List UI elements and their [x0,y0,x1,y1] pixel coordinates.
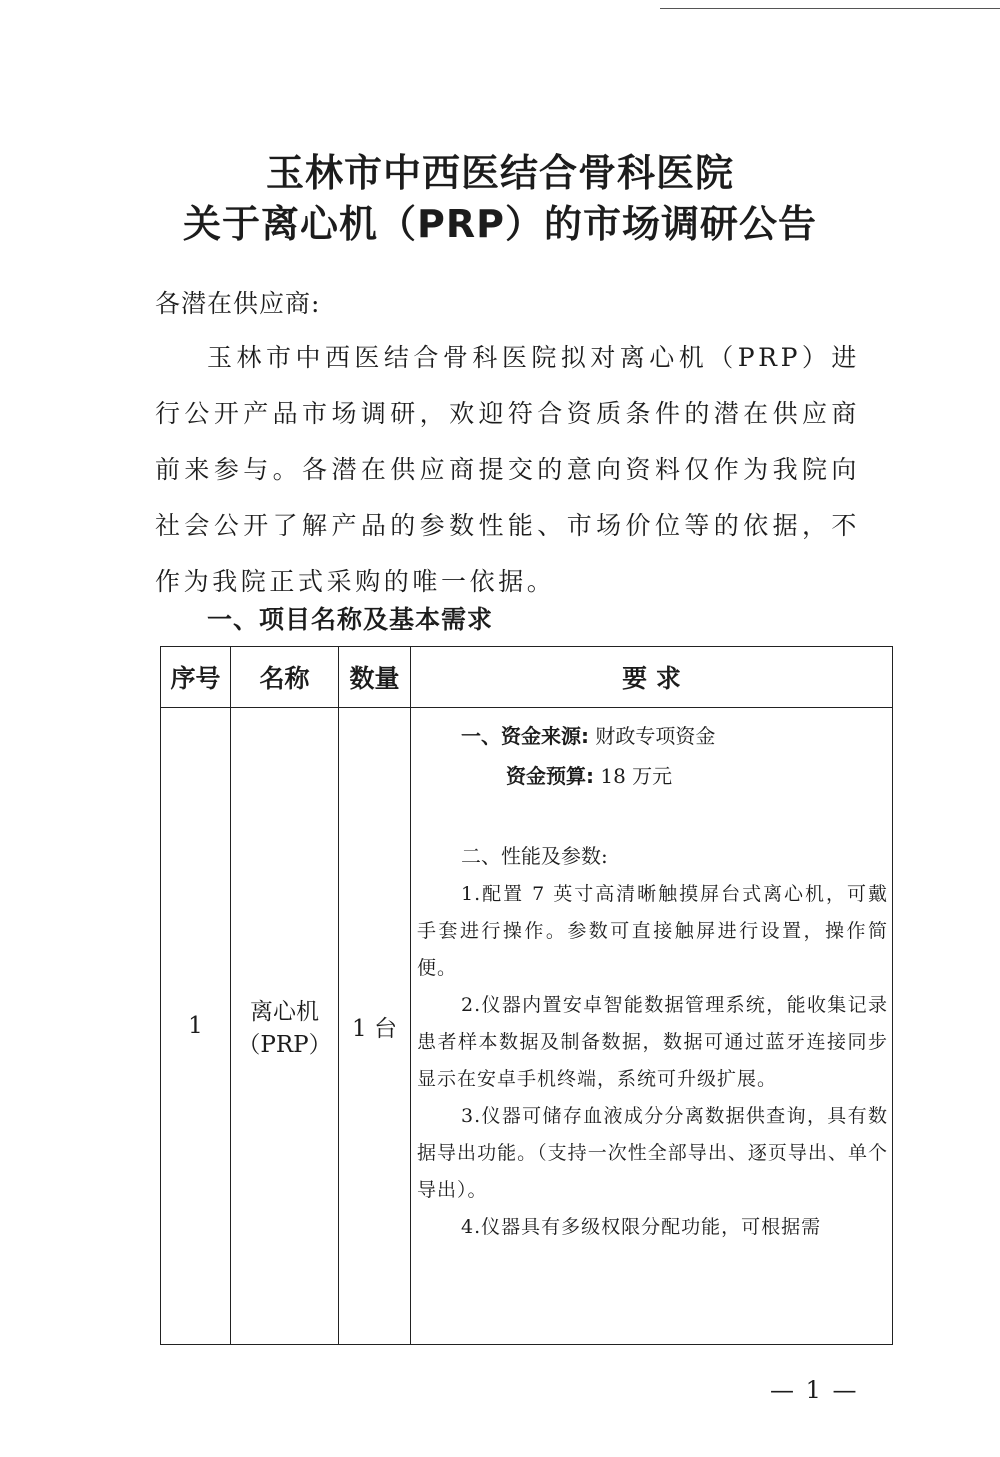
budget-value: 18 万元 [600,764,673,788]
fund-source [417,716,888,756]
requirement-item-1: 1.配置 7 英寸高清晰触摸屏台式离心机，可戴手套进行操作。参数可直接触屏进行设置，操作简便。 [417,883,888,979]
intro-paragraph: 玉林市中西医结合骨科医院拟对离心机（PRP）进行公开产品市场调研，欢迎符合资质条件的潜在供应商前来参与。各潜在供应商提交的意向资料仅作为我院向社会公开了解产品的参数性能、市场价位等的依据，不作为我院正式采购的唯一依据。 [155,343,860,596]
table-header-row [161,647,893,708]
fund-source-label: 一、资金来源: [461,724,589,748]
cell-name-line-1: 离心机 [250,999,319,1025]
top-rule-line [660,8,1000,9]
requirement-item-4: 4.仪器具有多级权限分配功能，可根据需 [461,1216,822,1238]
cell-requirements [411,708,893,1345]
header-requirements: 要 求 [411,647,893,708]
header-index: 序号 [161,647,231,708]
budget [417,756,888,796]
cell-quantity: 1 台 [339,708,411,1345]
section-heading-1: 一、项目名称及基本需求 [207,605,494,634]
budget-label: 资金预算: [506,764,594,788]
cell-index: 1 [161,708,231,1345]
salutation: 各潜在供应商: [155,289,321,318]
document-title-line-1: 玉林市中西医结合骨科医院 [265,151,734,195]
header-name: 名称 [231,647,339,708]
requirement-item-2: 2.仪器内置安卓智能数据管理系统，能收集记录患者样本数据及制备数据，数据可通过蓝牙连接同步显示在安卓手机终端，系统可升级扩展。 [417,994,888,1090]
table-row [161,708,893,1345]
performance-heading: 二、性能及参数: [461,844,608,868]
requirements-table [160,646,893,1345]
cell-name-line-2: （PRP） [237,1032,332,1058]
document-title-line-2: 关于离心机（PRP）的市场调研公告 [183,202,817,246]
fund-source-value: 财政专项资金 [595,724,716,748]
requirement-item-3: 3.仪器可储存血液成分分离数据供查询，具有数据导出功能。（支持一次性全部导出、逐页导出、单个导出）。 [417,1105,888,1201]
header-quantity: 数量 [339,647,411,708]
cell-name [231,708,339,1345]
page-number: — 1 — [770,1376,859,1404]
